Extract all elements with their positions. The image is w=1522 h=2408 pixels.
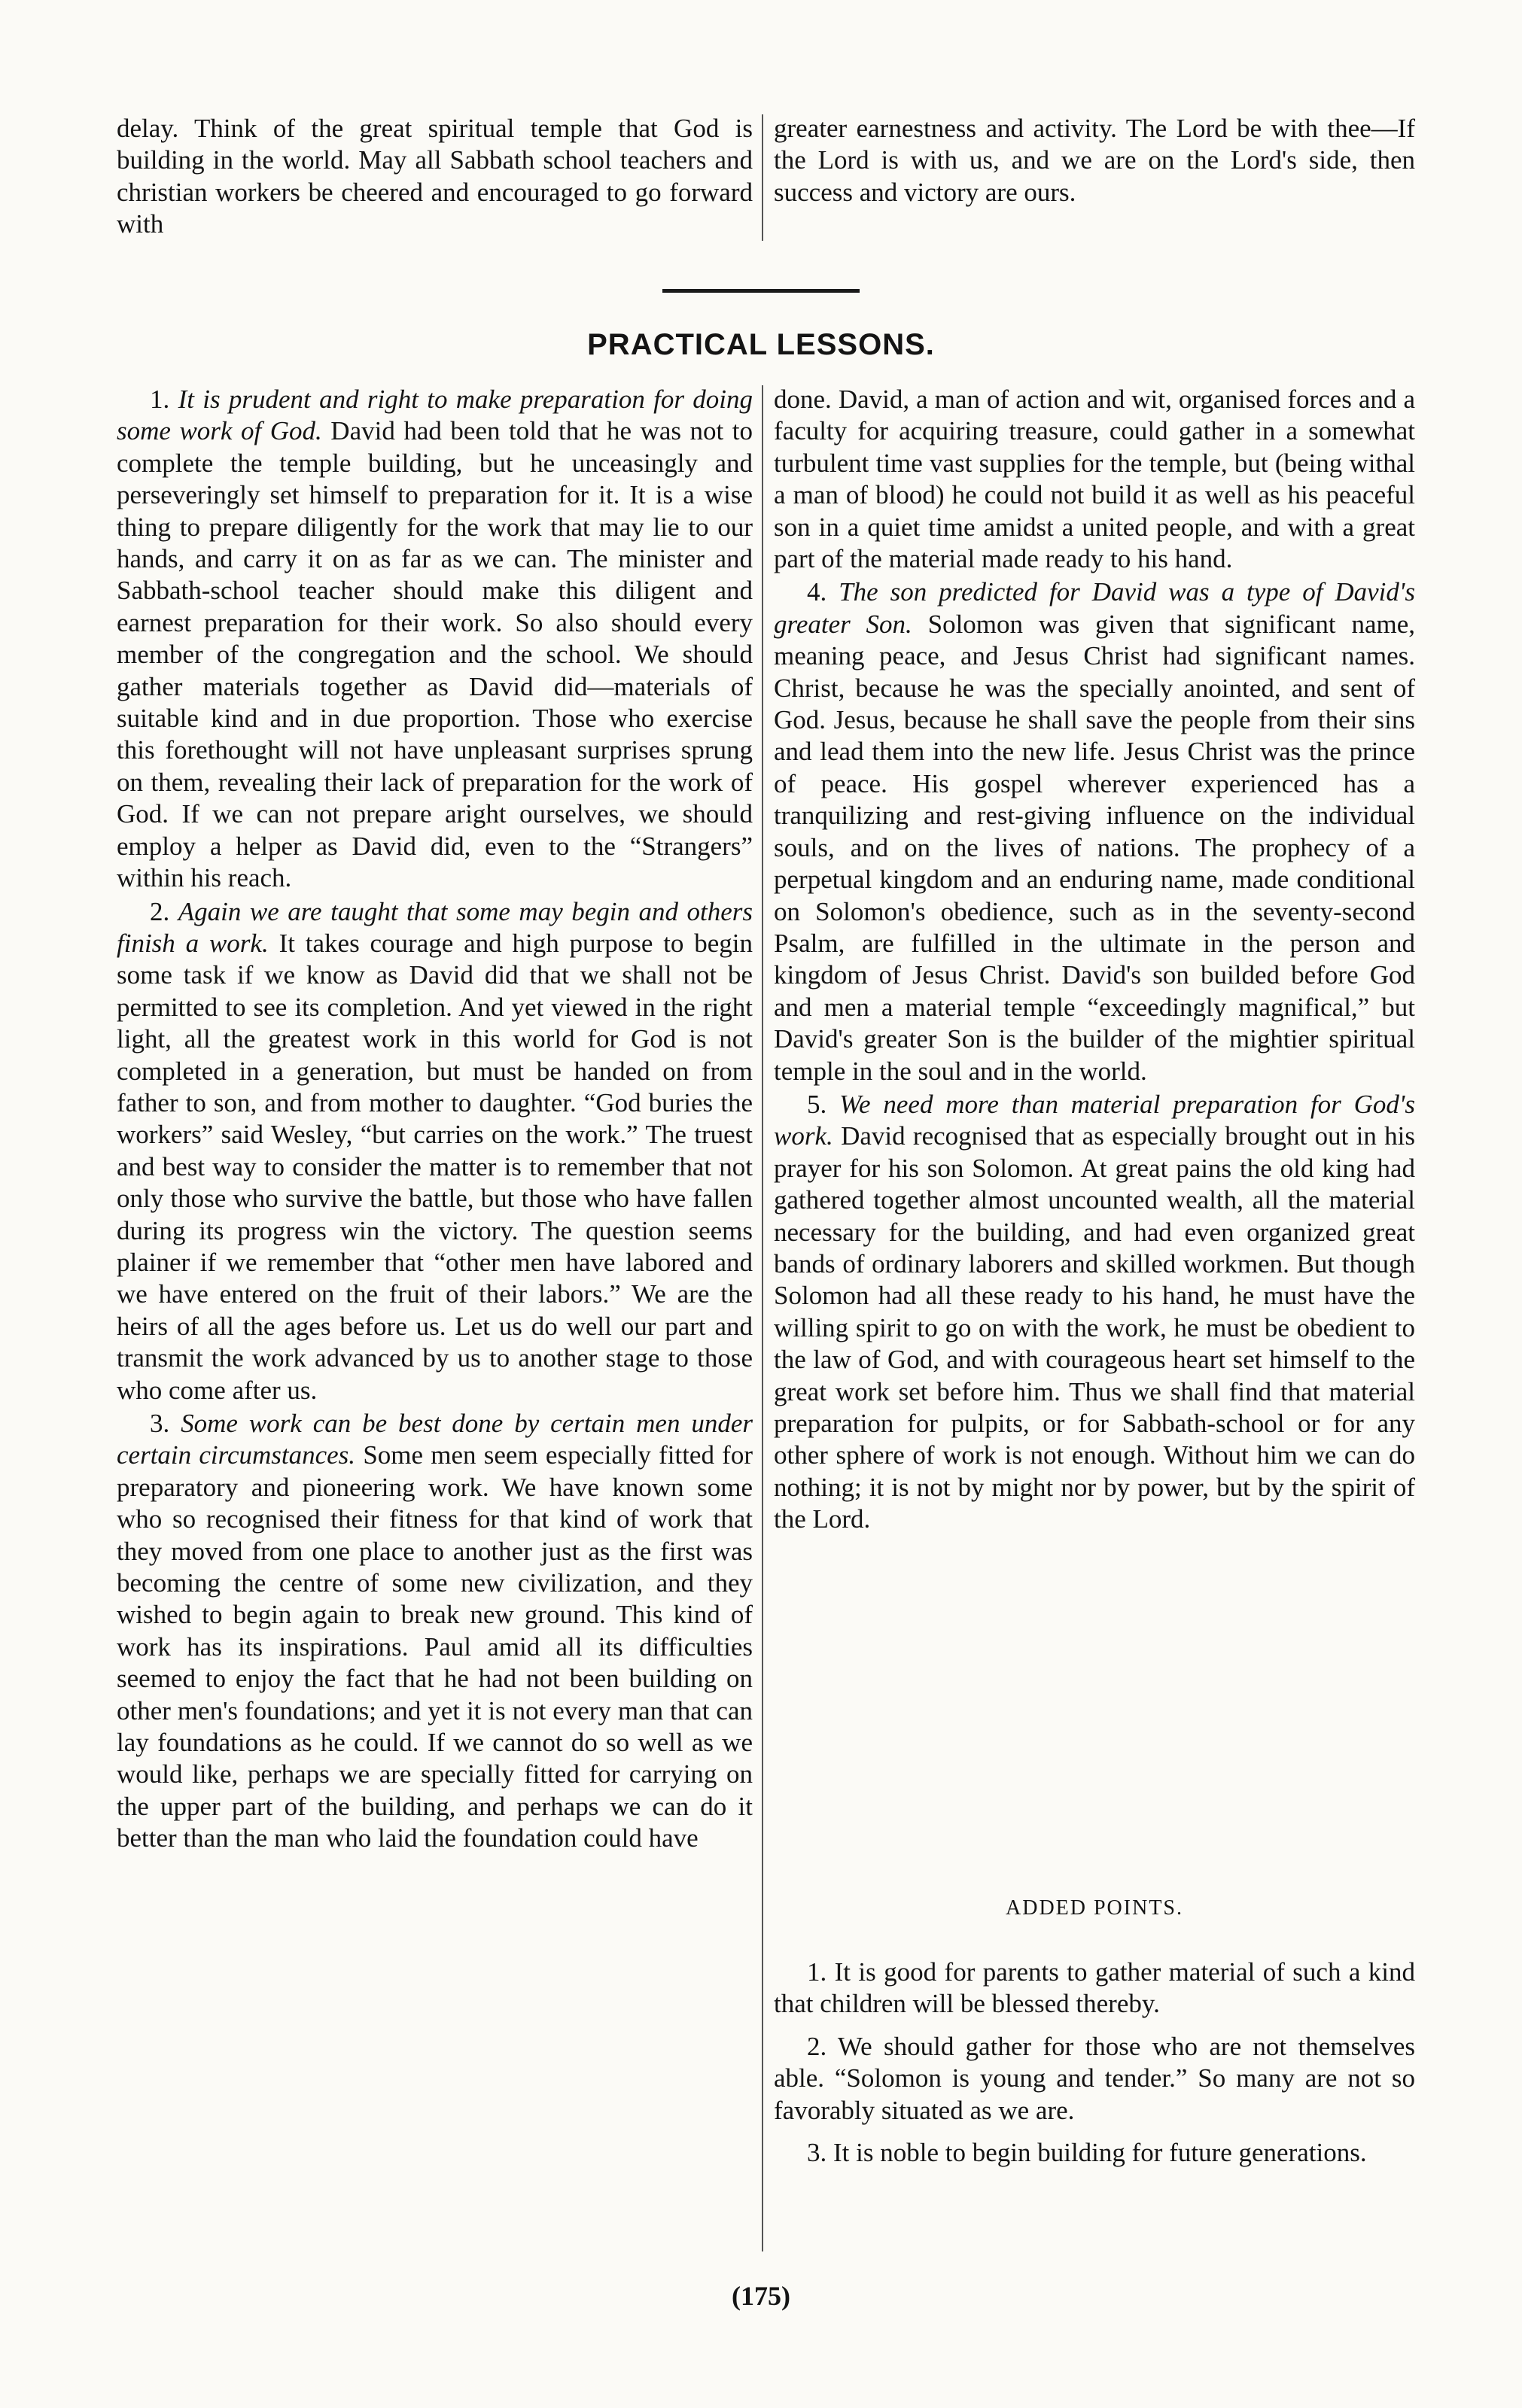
lesson-5 [774, 1089, 1415, 1536]
lesson-number: 2. [150, 896, 170, 926]
column-divider-top [762, 114, 763, 241]
left-column [117, 384, 753, 1855]
lesson-3 [117, 1408, 753, 1855]
lesson-text: David had been told that he was not to complete the temple building, but he unceasingly and perseveringly set himself to preparation for it. It is a wise thing to prepare diligently for the work that may lie to our hands, and carry it on as far as we can. The minister and Sabbath-school teacher should make this diligent and earnest preparation for their work. So also should every member of the congregation and the school. We should gather materials together as David did—materials of suitable kind and in due proportion. Those who exercise this forethought will not have unpleasant surprises sprung on them, revealing their lack of preparation for the work of God. If we can not prepare aright ourselves, we should employ a helper as David did, even to the “Strangers” within his reach. [117, 416, 753, 893]
added-point: 3. It is noble to begin building for future generations. [807, 2138, 1367, 2168]
lesson-text: Solomon was given that significant name, meaning peace, and Jesus Christ had significant names. Christ, because he was the specially anointed, and sent of God. Jesus, because he shall save the people from their sins and lead them into the new life. Jesus Christ was the prince of peace. His gospel wherever experienced has a tranquilizing and rest-giving influence on the individual souls, and on the lives of nations. The prophecy of a perpetual kingdom and an enduring name, made conditional on Solomon's obedience, such as in the seventy-second Psalm, are fulfilled in the ultimate in the person and kingdom of Jesus Christ. David's son builded before God and men a material temple “exceedingly magnifical,” but David's greater Son is the builder of the mightier spiritual temple in the soul and in the world. [774, 609, 1415, 1086]
lesson-text: Some men seem especially fitted for preparatory and pioneering work. We have known some who so recognised their fitness for that kind of work that they moved from one place to another just as the first was becoming the centre of some new civilization, and they wished to begin again to break new ground. This kind of work has its inspirations. Paul amid all its difficulties seemed to enjoy the fact that he had not been building on other men's foundations; and yet it is not every man that can lay foundations as he could. If we cannot do so well as we would like, perhaps we are specially fitted for carrying on the upper part of the building, and perhaps we can do it better than the man who laid the foundation could have [117, 1440, 753, 1853]
lesson-number: 4. [807, 577, 827, 607]
continuation-text-left: delay. Think of the great spiritual temple that God is building in the world. May all Sabbath school teachers and christian workers be cheered and encouraged to go forward with [117, 114, 753, 239]
added-points-list [774, 1956, 1415, 2169]
lesson-1 [117, 384, 753, 895]
lesson-3-continued: done. David, a man of action and wit, organised forces and a faculty for acquiring treasure, could gather in a somewhat turbulent time vast supplies for the temple, but (being withal a man of blood) he could not build it as well as his peaceful son in a quiet time amidst a united people, and with a great part of the material made ready to his hand. [774, 385, 1415, 574]
added-point: 1. It is good for parents to gather material of such a kind that children will be blessed thereby. [774, 1957, 1415, 2019]
lesson-text: It takes courage and high purpose to begin some task if we know as David did that we shall not be permitted to see its completion. And yet viewed in the right light, all the greatest work in this world for God is not completed in a generation, but must be handed on from father to son, and from mother to daughter. “God buries the workers” said Wesley, “but carries on the work.” The truest and best way to consider the matter is to remember that not only those who survive the battle, but those who have fallen during its progress win the victory. The question seems plainer if we remember that “other men have labored and we have entered on the fruit of their labors.” We are the heirs of all the ages before us. Let us do well our part and transmit the work advanced by us to another stage to those who come after us. [117, 928, 753, 1405]
top-right-continuation [774, 113, 1415, 208]
lesson-lead: Some work can be best done by certain men under certain circumstances. [117, 1409, 753, 1470]
page-number: (175) [732, 2281, 790, 2311]
added-points-title: ADDED POINTS. [1006, 1896, 1183, 1920]
lesson-number: 3. [150, 1409, 170, 1438]
added-point: 2. We should gather for those who are not themselves able. “Solomon is young and tender.” So many are not so favorably situated as we are. [774, 2031, 1415, 2125]
lesson-lead: We need more than material preparation for God's work. [774, 1089, 1415, 1151]
lesson-lead: It is prudent and right to make preparation for doing some work of God. [117, 385, 753, 446]
column-divider-main [762, 385, 763, 2251]
continuation-text-right: greater earnestness and activity. The Lord be with thee—If the Lord is with us, and we are on the Lord's side, then success and victory are ours. [774, 114, 1415, 207]
lesson-4 [774, 576, 1415, 1087]
lesson-number: 1. [150, 385, 170, 414]
section-rule [662, 289, 860, 293]
right-column [774, 384, 1415, 1536]
lesson-number: 5. [807, 1089, 827, 1119]
lesson-lead: Again we are taught that some may begin and others finish a work. [117, 896, 753, 958]
lesson-text: David recognised that as especially brought out in his prayer for his son Solomon. At great pains the old king had gathered together almost uncounted wealth, all the material necessary for the building, and had even organized great bands of ordinary laborers and skilled workmen. But though Solomon had all these ready to his hand, he must have the willing spirit to go on with the work, he must be obedient to the law of God, and with courageous heart set himself to the great work set before him. Thus we shall find that material preparation for pulpits, or for Sabbath-school or for any other sphere of work is not enough. Without him we can do nothing; it is not by might nor by power, but by the spirit of the Lord. [774, 1121, 1416, 1534]
section-title: PRACTICAL LESSONS. [587, 328, 935, 361]
lesson-lead: The son predicted for David was a type of David's greater Son. [774, 577, 1416, 639]
top-left-continuation [117, 113, 753, 241]
lesson-2 [117, 896, 753, 1407]
